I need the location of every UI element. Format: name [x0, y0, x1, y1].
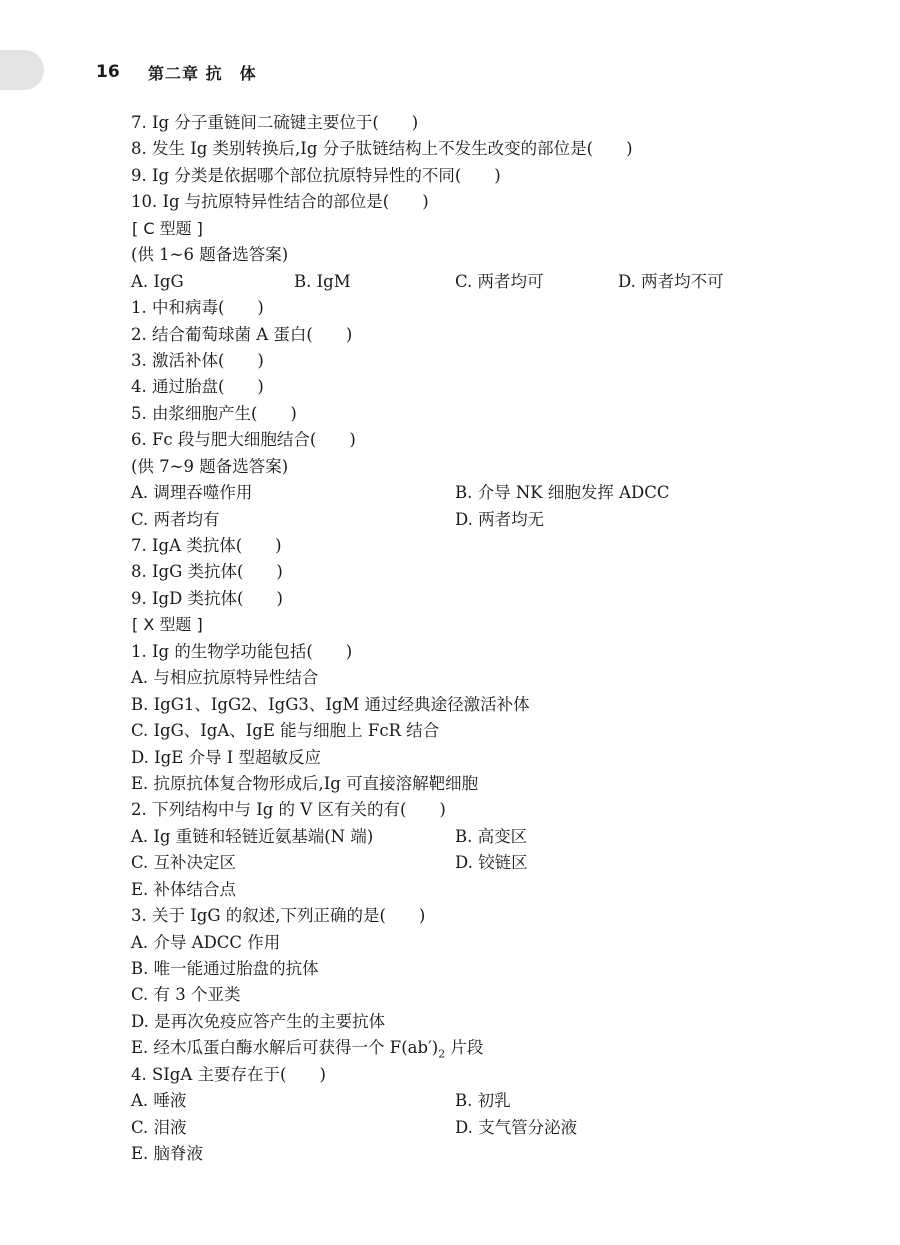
question-b8: 8. 发生 Ig 类别转换后,Ig 分子肽链结构上不发生改变的部位是( ) — [131, 139, 633, 159]
section-x-label: [ X 型题 ] — [132, 615, 203, 635]
question-c8: 8. IgG 类抗体( ) — [131, 562, 283, 582]
page-corner-tab — [0, 50, 44, 90]
c-group2-note: (供 7~9 题备选答案) — [131, 456, 289, 476]
c-group1-option-b: B. IgM — [294, 271, 351, 291]
x3-option-e-subscript: 2 — [438, 1047, 446, 1061]
x3-option-e-suffix: 片段 — [445, 1038, 484, 1058]
x4-option-a: A. 唾液 — [131, 1091, 187, 1111]
question-c2: 2. 结合葡萄球菌 A 蛋白( ) — [131, 324, 353, 344]
x2-option-a: A. Ig 重链和轻链近氨基端(N 端) — [131, 826, 374, 846]
page-header — [96, 60, 257, 84]
question-c9: 9. IgD 类抗体( ) — [131, 588, 283, 608]
x4-options-row1 — [131, 1088, 771, 1114]
question-b10: 10. Ig 与抗原特异性结合的部位是( ) — [131, 192, 429, 212]
c-group2-options-row1 — [131, 480, 771, 506]
x4-options-row2 — [131, 1115, 771, 1141]
chapter-title: 第二章 抗 体 — [148, 63, 257, 83]
c-group1-option-a: A. IgG — [131, 271, 184, 291]
x2-option-e: E. 补体结合点 — [131, 879, 237, 899]
c-group2-option-b: B. 介导 NK 细胞发挥 ADCC — [455, 483, 670, 503]
x2-option-b: B. 高变区 — [455, 826, 528, 846]
x3-option-a: A. 介导 ADCC 作用 — [131, 932, 281, 952]
c-group2-options-row2 — [131, 507, 771, 533]
x2-option-d: D. 铰链区 — [455, 853, 528, 873]
page-number: 16 — [96, 62, 120, 82]
x4-option-b: B. 初乳 — [455, 1091, 511, 1111]
x4-option-c: C. 泪液 — [131, 1117, 187, 1137]
question-c3: 3. 激活补体( ) — [131, 350, 264, 370]
question-x3: 3. 关于 IgG 的叙述,下列正确的是( ) — [131, 906, 426, 926]
question-c4: 4. 通过胎盘( ) — [131, 377, 264, 397]
c-group2-option-a: A. 调理吞噬作用 — [131, 483, 253, 503]
question-c5: 5. 由浆细胞产生( ) — [131, 403, 297, 423]
x2-options-row1 — [131, 824, 771, 850]
x3-option-b: B. 唯一能通过胎盘的抗体 — [131, 959, 319, 978]
x4-option-e: E. 脑脊液 — [131, 1144, 204, 1164]
question-b9: 9. Ig 分类是依据哪个部位抗原特异性的不同( ) — [131, 165, 501, 185]
question-x1: 1. Ig 的生物学功能包括( ) — [131, 641, 353, 661]
x2-option-c: C. 互补决定区 — [131, 853, 237, 873]
question-x4: 4. SIgA 主要存在于( ) — [131, 1064, 326, 1084]
x1-option-c: C. IgG、IgA、IgE 能与细胞上 FcR 结合 — [131, 721, 440, 741]
x2-options-row2 — [131, 850, 771, 876]
x1-option-b: B. IgG1、IgG2、IgG3、IgM 通过经典途径激活补体 — [131, 694, 530, 714]
x1-option-d: D. IgE 介导 Ⅰ 型超敏反应 — [131, 747, 322, 767]
question-c7: 7. IgA 类抗体( ) — [131, 536, 282, 555]
x3-option-c: C. 有 3 个亚类 — [131, 985, 241, 1005]
x1-option-e: E. 抗原抗体复合物形成后,Ig 可直接溶解靶细胞 — [131, 773, 479, 793]
page-content — [131, 110, 771, 1168]
section-c-label: [ C 型题 ] — [132, 218, 203, 238]
x3-option-e — [131, 1035, 771, 1061]
x3-option-e-text: E. 经木瓜蛋白酶水解后可获得一个 F(ab′) — [131, 1038, 439, 1058]
x4-option-d: D. 支气管分泌液 — [455, 1117, 578, 1137]
question-c1: 1. 中和病毒( ) — [131, 298, 264, 318]
c-group1-note: (供 1~6 题备选答案) — [131, 245, 289, 265]
x1-option-a: A. 与相应抗原特异性结合 — [131, 668, 319, 688]
c-group1-option-d: D. 两者均不可 — [618, 271, 724, 291]
c-group2-option-d: D. 两者均无 — [455, 509, 545, 529]
question-x2: 2. 下列结构中与 Ig 的 V 区有关的有( ) — [131, 800, 446, 820]
c-group1-option-c: C. 两者均可 — [455, 271, 544, 291]
c-group2-option-c: C. 两者均有 — [131, 509, 220, 529]
x3-option-d: D. 是再次免疫应答产生的主要抗体 — [131, 1011, 386, 1031]
question-c6: 6. Fc 段与肥大细胞结合( ) — [131, 430, 356, 450]
c-group1-options — [131, 269, 771, 295]
question-b7: 7. Ig 分子重链间二硫键主要位于( ) — [131, 113, 419, 132]
